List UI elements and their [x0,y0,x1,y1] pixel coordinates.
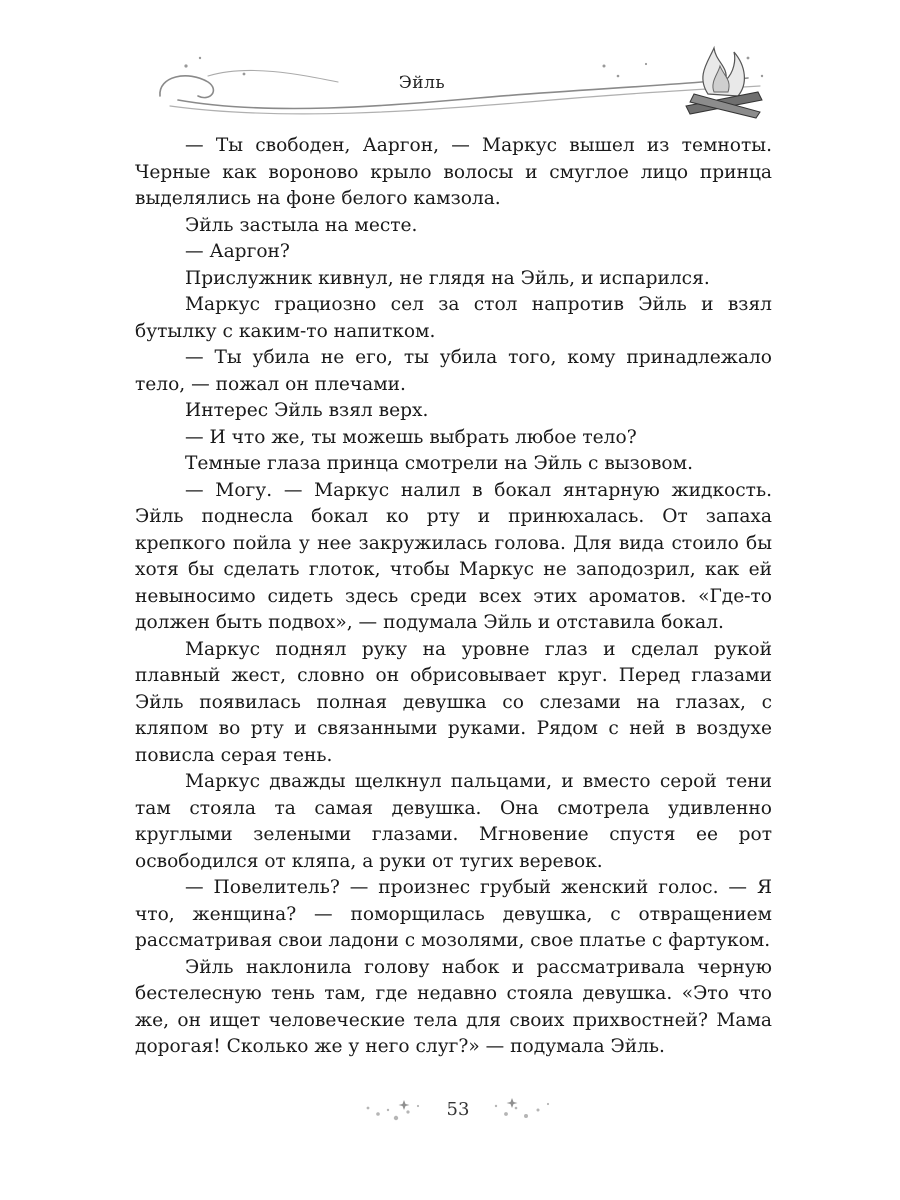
paragraph: Маркус грациозно сел за стол напротив Эйль и взял бутылку с каким-то напитком. [135,294,772,342]
paragraph: Маркус дважды щелкнул пальцами, и вместо серой тени там стояла та самая девушка. Она смотрела удивленно круглыми зелеными глазами. Мгновение спустя ее рот освободился от кляпа, а руки от тугих веревок. [135,771,772,872]
paragraph: — Ты убила не его, ты убила того, кому принадлежало тело, — пожал он плечами. [135,347,772,395]
running-title: Эйль [398,73,446,93]
paragraph: Маркус поднял руку на уровне глаз и сделал рукой плавный жест, словно он обрисовывает круг. Перед глазами Эйль появилась полная девушка со слезами на глазах, с кляпом во рту и связанными руками. Рядом с ней в воздухе повисла серая тень. [135,638,772,766]
page-number: 53 [446,1099,470,1120]
body-text [135,133,772,1061]
paragraph: Эйль застыла на месте. [185,214,418,236]
paragraph: Темные глаза принца смотрели на Эйль с вызовом. [185,453,693,474]
paragraph: — Ааргон? [185,241,290,262]
footer-ornament-right [486,1090,556,1130]
paragraph: — Могу. — Маркус налил в бокал янтарную жидкость. Эйль поднесла бокал ко рту и принюхалась. От запаха крепкого пойла у нее закружилась голова. Для вида стоило бы хотя бы сделать глоток, чтобы Маркус не заподозрил, как ей невыносимо сидеть здесь среди всех этих ароматов. «Где-то должен быть подвох», — подумала Эйль и отставила бокал. [135,479,772,633]
paragraph: — Повелитель? — произнес грубый женский голос. — Я что, женщина? — поморщилась девушка, с отвращением рассматривая свои ладони с мозолями, свое платье с фартуком. [135,877,772,951]
paragraph: Прислужник кивнул, не глядя на Эйль, и испарился. [185,267,710,289]
paragraph: Интерес Эйль взял верх. [185,400,429,421]
paragraph: Эйль наклонила голову набок и рассматривала черную бестелесную тень там, где недавно стояла девушка. «Это что же, он ищет человеческие тела для своих прихвостней? Мама дорогая! Сколько же у него слуг?» — подумала Эйль. [135,956,772,1057]
paragraph: — И что же, ты можешь выбрать любое тело? [185,426,637,448]
paragraph: — Ты свободен, Ааргон, — Маркус вышел из темноты. Черные как вороново крыло волосы и смуглое лицо принца выделялись на фоне белого камзола. [135,135,772,209]
footer-ornament-left [360,1090,430,1130]
